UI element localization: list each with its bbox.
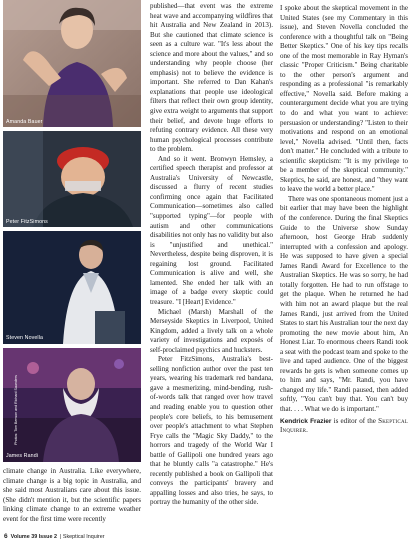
photo-amanda-bauer: [3, 0, 141, 127]
photo-peter-fitzsimons: [3, 131, 141, 227]
photo-james-randi-image: [3, 348, 141, 462]
issue-label: Volume 39 Issue 2: [10, 534, 57, 540]
page-footer: 6 Volume 39 Issue 2 | Skeptical Inquirer: [4, 533, 105, 540]
author-name: Kendrick Frazier: [280, 417, 332, 425]
photo-steven-novella-image: [3, 231, 141, 344]
footer-magazine: Skeptical Inquirer: [62, 534, 105, 540]
bio-text: is editor of the: [331, 416, 379, 425]
photo-credit: Photos: Tom Benson and Richard Saunders: [13, 375, 18, 445]
paragraph: Michael (Marsh) Marshall of the Merseyside Skeptics in Liverpool, United Kingdom, added a lively talk on a whole variety of investigations and exposés of self-proclaimed psychics and hucksters.: [150, 307, 273, 354]
column-2-text: [150, 2, 273, 507]
paragraph: There was one spontaneous moment just a bit earlier that may have been the highlight of the conference. During the final Skeptics Guide to the Universe show Sunday afternoon, host George Hrab suddenly interrupted with a confession and apology. He was supposed to have given a special James Randi Award for Excellence to the Australian Skeptics. He was so sorry, he had totally forgotten. He had to run offstage to get the plaque. When he returned he had with him not an award plaque but the real James Randi, just arrived from the United States to start his Australian tour the next day promoting the new movie about him, An Honest Liar. To enormous cheers Randi took a seat with the podcast team and spoke to the live and taped audience. One of the biggest rewards he gets is when someone comes up to him and says, "Mr. Randi, you have changed my life." Randi paused, then added softly, "You can't buy that. You can't buy that. . . . What we do is important.": [280, 194, 408, 413]
photo-james-randi: [3, 348, 141, 462]
photo-caption: Peter FitzSimons: [6, 219, 48, 225]
paragraph: I spoke about the skeptical movement in the United States (see my Commentary in this issue), and Steven Novella concluded the conference with a thoughtful talk on "Being Better Skeptics." One of his key tips recalls one of the most memorable in Ray Hyman's classic "Proper Criticism." Being charitable to the other person's argument and responding as a professional "is remarkably effective," Novella said. Before making a counterargument decide what you are trying to do and what you want to achieve: persuasion or understanding? "Listen to their motivations and respond on an emotional level," Novella advised. "Until then, facts don't matter." He concluded with a tribute to scientific skepticism: "It is my privilege to be a member of the skeptical community." Skeptics, he said, are honest, and "they want to leave the world a better place.": [280, 4, 408, 194]
photo-caption: Amanda Bauer: [6, 119, 43, 125]
magazine-name: Skeptical Inquirer: [280, 416, 409, 435]
photo-peter-fitzsimons-image: [3, 131, 141, 227]
column-1-text: [3, 467, 141, 523]
photo-caption: Steven Novella: [6, 335, 44, 341]
paragraph: published—that event was the extreme heat wave and accompanying wildfires that hit Australia and New Zealand in 2013). But she cautioned that climate science is seen as a culture war. "It's less about the science and more about the values," and so understanding why people choose (her emphasis) not to believe the evidence is important. She referred to Dan Kahan's explanations that people use ideological filters that reflect their own group identity, give extra weight to arguments that support their belief, and devote huge efforts to refuting contrary evidence. All these very human psychological processes contribute to the problem.: [150, 2, 273, 154]
paragraph: And so it went. Bronwyn Hemsley, a certified speech therapist and professor at Australia's University of Newcastle, discussed a flurry of recent studies confirming once again that Facilitated Communication—sometimes also called "supported typing"—for people with autism and other communications disabilities not only has no validity but also is "unjustified and unethical." Nevertheless, despite being disproven, it is regaining lost ground. Facilitated Communication is alive and well, she lamented. She ended her talk with an image of a badge every skeptic could treasure. "I [Heart] Evidence.": [150, 154, 273, 306]
author-bio: [280, 417, 408, 436]
page-number: 6: [4, 533, 8, 540]
photo-steven-novella: [3, 231, 141, 344]
photo-amanda-bauer-image: [3, 0, 141, 127]
paragraph: climate change in Australia. Like everywhere, climate change is a big topic in Australia, and she said most Australians care about this issue. (She didn't mention it, but the scientific papers linking climate change to an extreme weather event for the first time were recently: [3, 467, 141, 523]
paragraph: Peter FitzSimons, Australia's best-selling nonfiction author over the past ten years, wearing his trademark red bandana, gave a mesmerizing, mind-bending, rush-of-words talk that ranged over how travel and reading enable you to question other people's core beliefs, to his bemusement over people's attachment to what Stephen Frye calls the "Magic Sky Daddy," to the horrors and tragedy of the World War I battle of Gallipoli one hundred years ago that he bluntly calls "a catastrophe." He's recently published a book on Gallipoli that conveys the participants' bravery and appalling losses and also tries, he says, to portray the humanity of the other side.: [150, 355, 273, 507]
column-3-text: [280, 4, 408, 495]
photo-column: [3, 0, 141, 462]
bio-end: .: [306, 426, 308, 435]
photo-caption: James Randi: [6, 453, 39, 459]
